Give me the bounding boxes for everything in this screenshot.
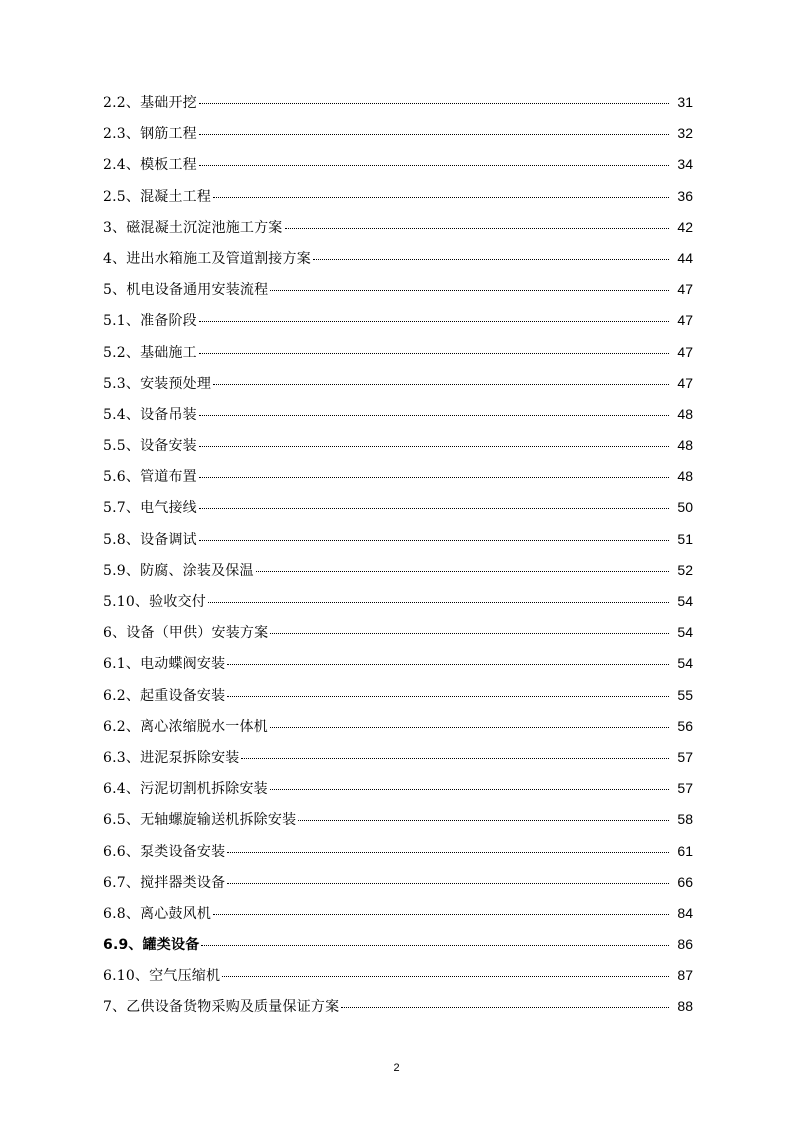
dot-leader [313, 259, 669, 260]
dot-leader [341, 1007, 669, 1008]
toc-entry-title: 5.4、设备吊装 [103, 406, 197, 423]
dot-leader [222, 976, 669, 977]
toc-entry[interactable] [103, 809, 693, 840]
toc-entry-title: 5.2、基础施工 [103, 344, 197, 361]
dot-leader [298, 820, 669, 821]
dot-leader [199, 508, 669, 509]
dot-leader [270, 727, 669, 728]
toc-entry[interactable] [103, 872, 693, 903]
dot-leader [201, 945, 669, 946]
toc-entry-page: 51 [677, 530, 693, 547]
toc-entry-title: 4、进出水箱施工及管道割接方案 [103, 250, 311, 267]
toc-entry-title: 6.4、污泥切割机拆除安装 [103, 781, 268, 798]
dot-leader [208, 602, 669, 603]
toc-entry[interactable] [103, 310, 693, 341]
dot-leader [227, 696, 669, 697]
toc-entry-title: 6.2、起重设备安装 [103, 687, 226, 704]
toc-entry-page: 84 [677, 904, 693, 921]
toc-entry[interactable] [103, 653, 693, 684]
toc-entry-page: 34 [677, 156, 693, 173]
toc-entry[interactable] [103, 903, 693, 934]
toc-entry-page: 47 [677, 374, 693, 391]
dot-leader [227, 883, 669, 884]
toc-entry[interactable] [103, 560, 693, 591]
toc-entry-page: 47 [677, 343, 693, 360]
dot-leader [199, 103, 669, 104]
toc-entry-title: 7、乙供设备货物采购及质量保证方案 [103, 999, 340, 1016]
toc-entry-page: 47 [677, 281, 693, 298]
toc-entry-page: 57 [677, 748, 693, 765]
dot-leader [199, 165, 669, 166]
toc-entry-page: 48 [677, 468, 693, 485]
toc-entry-title: 6、设备（甲供）安装方案 [103, 625, 269, 642]
dot-leader [227, 664, 669, 665]
toc-entry-page: 58 [677, 811, 693, 828]
toc-entry[interactable] [103, 373, 693, 404]
toc-entry-page: 52 [677, 561, 693, 578]
toc-entry-page: 56 [677, 717, 693, 734]
toc-entry-title: 6.2、离心浓缩脱水一体机 [103, 718, 268, 735]
toc-entry[interactable] [103, 716, 693, 747]
toc-entry-page: 48 [677, 437, 693, 454]
toc-entry[interactable] [103, 279, 693, 310]
toc-entry[interactable] [103, 123, 693, 154]
dot-leader [213, 914, 669, 915]
toc-entry[interactable] [103, 248, 693, 279]
toc-entry-title: 6.5、无轴螺旋输送机拆除安装 [103, 812, 297, 829]
toc-entry[interactable] [103, 154, 693, 185]
toc-entry-title: 6.1、电动蝶阀安装 [103, 656, 226, 673]
toc-entry-title: 6.8、离心鼓风机 [103, 905, 212, 922]
toc-entry-page: 61 [677, 842, 693, 859]
toc-entry[interactable] [103, 622, 693, 653]
toc-entry-title: 5.6、管道布置 [103, 469, 197, 486]
toc-entry-page: 55 [677, 686, 693, 703]
toc-entry-title: 2.4、模板工程 [103, 157, 197, 174]
toc-entry[interactable] [103, 497, 693, 528]
toc-entry[interactable] [103, 996, 693, 1027]
toc-entry[interactable] [103, 747, 693, 778]
toc-entry-page: 31 [677, 94, 693, 110]
toc-entry-title: 6.9、罐类设备 [103, 937, 200, 954]
toc-entry[interactable] [103, 965, 693, 996]
toc-entry[interactable] [103, 435, 693, 466]
dot-leader [213, 197, 669, 198]
toc-entry-page: 47 [677, 312, 693, 329]
toc-entry[interactable] [103, 217, 693, 248]
toc-entry[interactable] [103, 466, 693, 497]
dot-leader [199, 446, 669, 447]
dot-leader [199, 353, 669, 354]
dot-leader [213, 384, 669, 385]
toc-entry-title: 5、机电设备通用安装流程 [103, 282, 269, 299]
toc-entry-title: 5.5、设备安装 [103, 438, 197, 455]
toc-entry-page: 42 [677, 218, 693, 235]
toc-entry-page: 48 [677, 405, 693, 422]
toc-entry[interactable] [103, 934, 693, 965]
toc-entry-page: 66 [677, 873, 693, 890]
toc-entry-title: 5.8、设备调试 [103, 531, 197, 548]
dot-leader [199, 321, 669, 322]
toc-entry-page: 44 [677, 249, 693, 266]
toc-entry[interactable] [103, 92, 693, 123]
dot-leader [227, 852, 669, 853]
toc-entry-page: 50 [677, 499, 693, 516]
toc-entry-title: 5.7、电气接线 [103, 500, 197, 517]
page-number: 2 [393, 1062, 400, 1074]
toc-entry[interactable] [103, 841, 693, 872]
toc-entry-title: 5.9、防腐、涂装及保温 [103, 562, 254, 579]
toc-entry[interactable] [103, 591, 693, 622]
toc-entry[interactable] [103, 186, 693, 217]
toc-entry-title: 5.3、安装预处理 [103, 375, 212, 392]
dot-leader [270, 789, 669, 790]
toc-entry-page: 86 [677, 936, 693, 953]
dot-leader [199, 540, 669, 541]
toc-entry-title: 6.7、搅拌器类设备 [103, 874, 226, 891]
dot-leader [199, 415, 669, 416]
toc-entry-title: 6.10、空气压缩机 [103, 968, 221, 985]
dot-leader [285, 228, 669, 229]
toc-entry[interactable] [103, 685, 693, 716]
table-of-contents [103, 92, 693, 1028]
toc-entry-title: 5.10、验收交付 [103, 594, 206, 610]
toc-entry-title: 2.3、钢筋工程 [103, 126, 197, 143]
toc-entry-page: 32 [677, 125, 693, 142]
toc-entry-page: 36 [677, 187, 693, 204]
toc-entry-page: 57 [677, 780, 693, 797]
toc-entry-page: 54 [677, 655, 693, 672]
toc-entry[interactable] [103, 342, 693, 373]
toc-entry-title: 5.1、准备阶段 [103, 313, 197, 330]
toc-entry-page: 88 [677, 998, 693, 1015]
toc-entry-title: 3、磁混凝土沉淀池施工方案 [103, 219, 283, 236]
toc-entry-title: 6.6、泵类设备安装 [103, 843, 226, 860]
dot-leader [199, 477, 669, 478]
toc-entry-title: 6.3、进泥泵拆除安装 [103, 749, 240, 766]
dot-leader [241, 758, 669, 759]
dot-leader [270, 290, 669, 291]
toc-entry[interactable] [103, 404, 693, 435]
toc-entry-page: 54 [677, 593, 693, 609]
toc-entry[interactable] [103, 778, 693, 809]
toc-entry[interactable] [103, 529, 693, 560]
toc-entry-page: 87 [677, 967, 693, 984]
dot-leader [256, 571, 669, 572]
toc-entry-title: 2.5、混凝土工程 [103, 188, 212, 205]
dot-leader [270, 633, 669, 634]
dot-leader [199, 134, 669, 135]
toc-entry-page: 54 [677, 624, 693, 641]
toc-entry-title: 2.2、基础开挖 [103, 95, 197, 111]
